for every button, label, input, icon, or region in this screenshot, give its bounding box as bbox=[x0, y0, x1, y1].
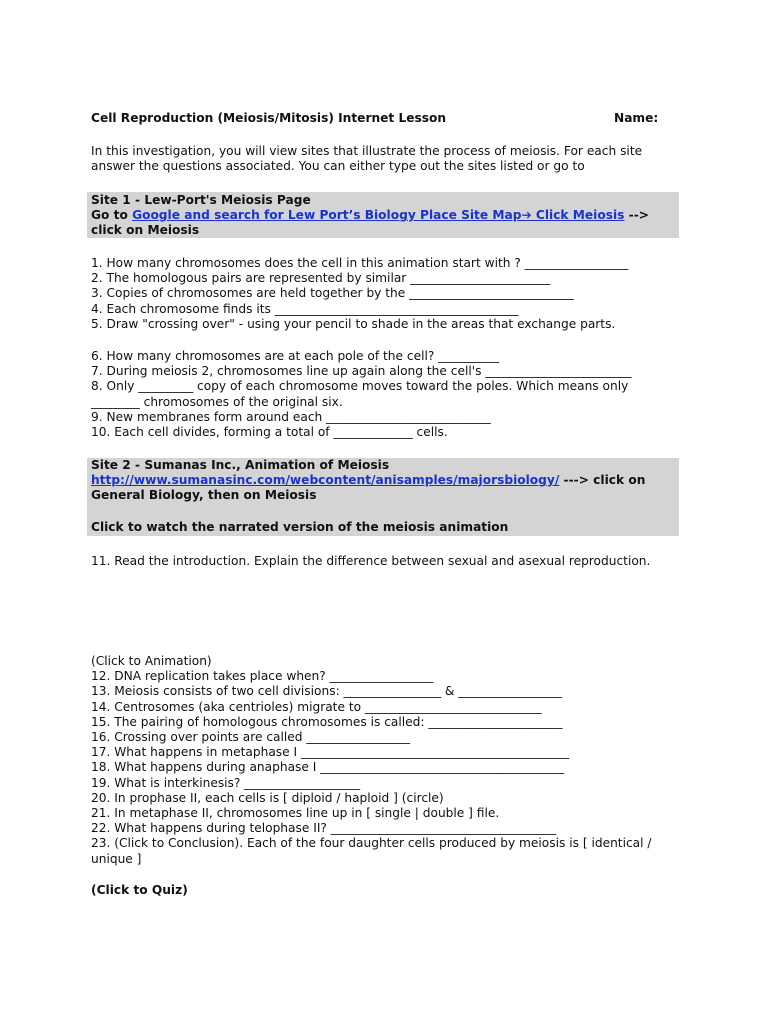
click-to-animation-text: (Click to Animation) bbox=[91, 654, 212, 668]
question-line: 3. Copies of chromosomes are held together by the ___________________________ bbox=[91, 286, 574, 301]
question-line: 19. What is interkinesis? ___________________ bbox=[91, 775, 361, 790]
question-line: 18. What happens during anaphase I ________________________________________ bbox=[91, 760, 564, 775]
question-line: 17. What happens in metaphase I ____________________________________________ bbox=[91, 745, 570, 760]
question-line: 10. Each cell divides, forming a total of _____________ cells. bbox=[91, 425, 448, 440]
name-label: Name: bbox=[614, 111, 659, 125]
questions-block-2 bbox=[91, 349, 691, 440]
questions-block-3 bbox=[91, 654, 691, 867]
question-line: unique ] bbox=[91, 851, 142, 866]
question-line: 1. How many chromosomes does the cell in this animation start with ? _________________ bbox=[91, 256, 629, 270]
question-line: 16. Crossing over points are called _________________ bbox=[91, 730, 410, 745]
question-line: ________ chromosomes of the original six. bbox=[91, 394, 343, 409]
question-line: 6. How many chromosomes are at each pole of the cell? __________ bbox=[91, 349, 500, 363]
site1-heading: Site 1 - Lew-Port's Meiosis Page bbox=[91, 193, 311, 207]
site1-instruction bbox=[91, 208, 675, 223]
site1-box bbox=[87, 192, 679, 238]
question-line: 20. In prophase II, each cells is [ diploid / haploid ] (circle) bbox=[91, 790, 444, 805]
intro-line: In this investigation, you will view sites that illustrate the process of meiosis. For each site bbox=[91, 144, 643, 158]
question-line: 23. (Click to Conclusion). Each of the four daughter cells produced by meiosis is [ identical / bbox=[91, 836, 652, 851]
site1-link[interactable]: Google and search for Lew Port’s Biology Place Site Map➔ Click Meiosis bbox=[132, 208, 625, 223]
question-line: 22. What happens during telophase II? _____________________________________ bbox=[91, 821, 557, 836]
question-line: 12. DNA replication takes place when? _________________ bbox=[91, 669, 434, 684]
header bbox=[91, 111, 691, 126]
intro-paragraph bbox=[91, 144, 691, 174]
question-line: 7. During meiosis 2, chromosomes line up again along the cell's ________________________ bbox=[91, 364, 632, 379]
site2-instruction bbox=[91, 473, 675, 488]
intro-line: answer the questions associated. You can either type out the sites listed or go to bbox=[91, 159, 585, 174]
question-line: 8. Only _________ copy of each chromosome moves toward the poles. Which means only bbox=[91, 379, 629, 394]
questions-block-1 bbox=[91, 256, 691, 332]
site2-watch-text: Click to watch the narrated version of the meiosis animation bbox=[91, 519, 509, 534]
site1-click-text: click on Meiosis bbox=[91, 223, 200, 238]
question-line: 4. Each chromosome finds its ________________________________________ bbox=[91, 301, 519, 316]
click-to-quiz-text: (Click to Quiz) bbox=[91, 883, 188, 897]
spacer bbox=[91, 504, 675, 520]
site1-arrow-text: --> bbox=[624, 208, 649, 223]
question-11-block bbox=[91, 554, 691, 569]
question-line: 13. Meiosis consists of two cell divisions: ________________ & _________________ bbox=[91, 684, 562, 699]
question-line: 5. Draw "crossing over" - using your pencil to shade in the areas that exchange parts. bbox=[91, 316, 616, 331]
question-line: 14. Centrosomes (aka centrioles) migrate to _____________________________ bbox=[91, 699, 542, 714]
question-line: 15. The pairing of homologous chromosomes is called: ______________________ bbox=[91, 714, 563, 729]
site2-box bbox=[87, 458, 679, 536]
site2-arrow-text: ---> click on bbox=[559, 473, 646, 488]
question-line: 21. In metaphase II, chromosomes line up in [ single | double ] file. bbox=[91, 806, 500, 821]
question-line: 11. Read the introduction. Explain the difference between sexual and asexual reproduction. bbox=[91, 554, 651, 568]
page-title: Cell Reproduction (Meiosis/Mitosis) Internet Lesson bbox=[91, 111, 447, 125]
site1-goto-text: Go to bbox=[91, 208, 133, 223]
site2-heading: Site 2 - Sumanas Inc., Animation of Meiosis bbox=[91, 458, 390, 472]
question-line: 9. New membranes form around each ___________________________ bbox=[91, 409, 491, 424]
question-line: 2. The homologous pairs are represented by similar _______________________ bbox=[91, 271, 551, 286]
site2-link[interactable]: http://www.sumanasinc.com/webcontent/anisamples/majorsbiology/ bbox=[91, 473, 560, 488]
site2-nav-text: General Biology, then on Meiosis bbox=[91, 488, 317, 503]
